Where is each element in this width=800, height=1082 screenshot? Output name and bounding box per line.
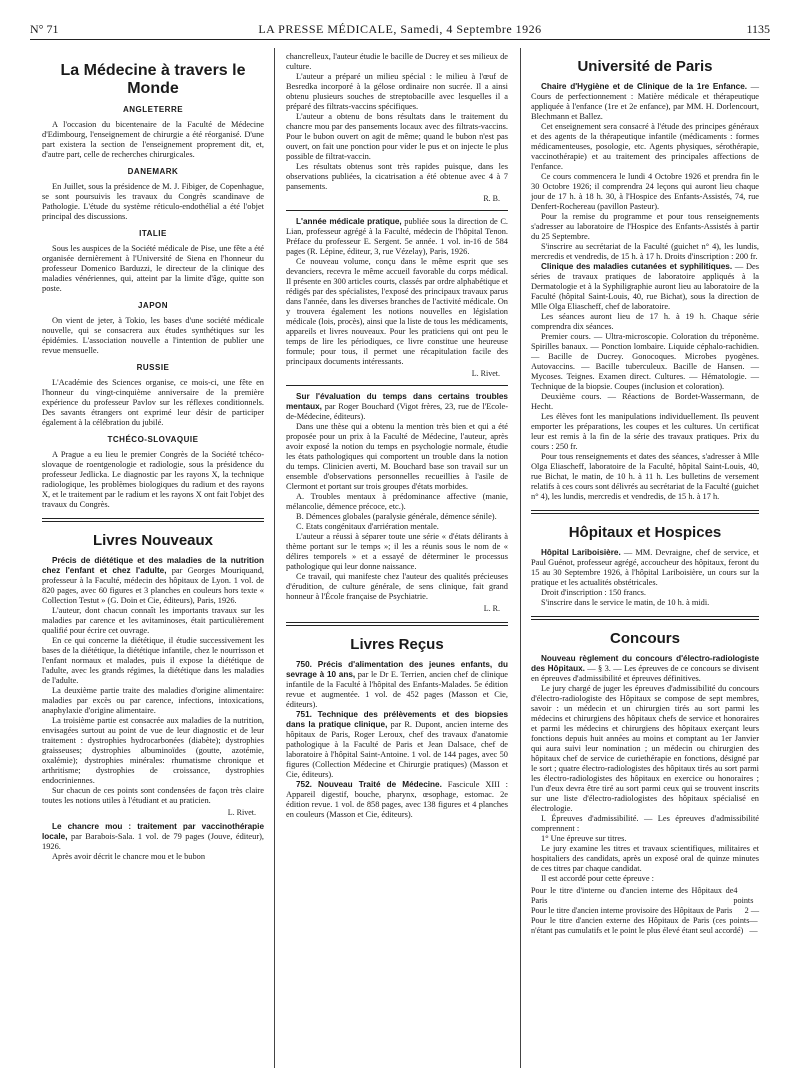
book-reference: par Roger Bouchard (Vigot frères, 23, rue de l'Ecole-de-Médecine, éditeurs). [286, 402, 509, 421]
book-entry [286, 392, 508, 422]
book-reference: publiée sous la direction de C. Lian, professeur agrégé à la Faculté, médecin de l'hôpital Tenon. Préface du professeur E. Sergent. 5e année. 1 vol. in-16 de 584 pages (R. Lépine, éditeur, 3, rue Vézelay), Paris, 1926. [286, 217, 509, 256]
paragraph: B. Démences globales (paralysie générale, démence sénile). [296, 512, 497, 521]
page-header [30, 22, 770, 36]
book-title: Précis de diététique et des maladies de la nutrition chez l'enfant et chez l'adulte, [42, 556, 264, 575]
paragraph: chancrelleux, l'auteur étudie le bacille de Ducrey et ses milieux de culture. [286, 52, 508, 71]
paragraph: Ce nouveau volume, conçu dans le même esprit que ses devanciers, recevra le même accueil favorable du corps médical. Il présente en 300 articles courts, classés par ordre alphabétique et rédigés par des spécialistes, l'exposé des principaux travaux parus dans l'année, dans les diverses branches de l'activité médicale. On y trouvera également les notions nouvelles en législation médicale (lois, procès), ainsi que la liste de tous les médicaments, appareils et livres nouveaux. Pour les praticiens qui ont peu le temps de lire les périodiques, ce livre constitue une heureuse formule; pour tous, il permet une récapitulation facile des principaux documents intéressants. [286, 257, 508, 366]
book-reference: Fascicule XIII : Appareil digestif, bouche, pharynx, œsophage, estomac. 2e édition revue. 1 vol. de 858 pages, avec 138 figures et 4 planches en couleurs (Masson et Cie, éditeurs). [286, 780, 508, 819]
journal-title: LA PRESSE MÉDICALE, Samedi, 4 Septembre 1926 [258, 22, 542, 36]
paragraph: C. Etats congénitaux d'arriération mentale. [296, 522, 439, 531]
paragraph: Le jury examine les titres et travaux scientifiques, militaires et hospitaliers des candidats, après un exposé oral de quinze minutes de ces titres par chaque candidat. [531, 844, 759, 873]
concours-title: Nouveau règlement du concours d'électro-radiologiste des Hôpitaux. [531, 654, 759, 673]
paragraph: Il est accordé pour cette épreuve : [541, 874, 655, 883]
points-row [531, 906, 759, 916]
paragraph: A l'occasion du bicentenaire de la Faculté de Médecine d'Edimbourg, l'enseignement de chirurgie a été réorganisé. D'une part existera la section de l'enseignement proprement dit, et, d'autre part, celle de recherches chirurgicales. [42, 120, 264, 159]
hospital-text: MM. Devraigne, chef de service, et Paul Guénot, professeur agrégé, accoucheur des hôpitaux, feront du 15 au 30 Septembre 1926, à l'hôpital Lariboisière, un cours sur la pratique et les actualités obstétricales. [531, 548, 759, 587]
paragraph: On vient de jeter, à Tokio, les bases d'une société médicale nouvelle, qui se consacrera aux études synthétiques sur les épidémies. L'association nouvelle a l'intention de publier une revue mensuelle. [42, 316, 264, 355]
course-entry: Clinique des maladies cutanées et syphilitiques. — Des séries de travaux pratiques de laboratoire appliqués à la Dermatologie et à la Syphiligraphie auront lieu au laboratoire de la Faculté (hôpital Saint-Louis, 40, rue Bichat), sous la direction de Mlle Olga Eliascheff, chef de laboratoire. [531, 262, 759, 311]
section-title: Livres Nouveaux [92, 532, 214, 549]
section-title: La Médecine à travers le Monde [60, 62, 246, 97]
paragraph: En ce qui concerne la diététique, il étudie successivement les bases de la diététique, la diététique infantile, chez le nourrisson et l'enfant normaux et malades, puis il expose la diététique de l'adulte, avec les grands régimes, la diététique dans les maladies de l'adulte. [42, 636, 264, 685]
course-title: Chaire d'Hygiène et de Clinique de la 1re Enfance. [541, 82, 748, 91]
course-title: Clinique des maladies cutanées et syphilitiques. [541, 262, 733, 271]
divider [286, 385, 508, 386]
hospital-title: Hôpital Lariboisière. [541, 548, 621, 557]
section-title: Université de Paris [577, 58, 713, 75]
divider [286, 210, 508, 211]
book-entry [42, 822, 264, 852]
book-title: Le chancre mou : traitement par vaccinothérapie locale, [42, 822, 264, 841]
issue-number: N° 71 [30, 22, 59, 36]
paragraph: L'Académie des Sciences organise, ce mois-ci, une fête en l'honneur du vingt-cinquième anniversaire de la première expérience du professeur Pavlov sur les réflexes conditionnels. Des savants étrangers ont exprimé leur désir de participer également à la célébration du jubilé. [42, 378, 264, 427]
book-reference: par le Dr E. Terrien, ancien chef de clinique infantile de la Faculté à l'hôpital des Enfants-Malades. 5e édition revue et augmentée. 1 vol. de 452 pages (Masson et Cie, éditeurs). [286, 670, 508, 709]
country-heading: RUSSIE [136, 363, 170, 372]
country-heading: DANEMARK [127, 167, 179, 176]
signature: L. R. [483, 604, 500, 613]
paragraph: Les séances auront lieu de 17 h. à 19 h. Chaque série comprendra dix séances. [531, 312, 759, 331]
points-label: Pour le titre d'interne ou d'ancien interne des Hôpitaux de Paris [531, 886, 734, 905]
signature: L. Rivet. [471, 369, 500, 378]
paragraph: Pour tous renseignements et dates des séances, s'adresser à Mlle Olga Eliascheff, laboratoire de la Faculté, hôpital Saint-Louis, 40, rue Bichat, le matin, de 10 h. à 11 h. Les bulletins de versement relatifs à ces cours sont délivrés au secrétariat de la Faculté (guichet n° 4), les lundis, mercredis et vendredis, de 15 h. à 17 h. [531, 452, 759, 501]
paragraph: Les élèves font les manipulations individuellement. Ils peuvent emporter les préparations, les coupes et les cultures. Un certificat leur est remis à la fin de la série des travaux pratiques. Prix du cours : 250 fr. [531, 412, 759, 451]
page-number: 1135 [746, 22, 770, 36]
course-text: Des séries de travaux pratiques de laboratoire appliqués à la Dermatologie et à la Syphiligraphie auront lieu au laboratoire de la Faculté (hôpital Saint-Louis, 40, rue Bichat), sous la direction de Mlle Olga Eliascheff, chef de laboratoire. [531, 262, 759, 311]
points-label: Pour le titre d'ancien externe des Hôpitaux de Paris (ces points n'étant pas cumulatifs et le point le plus élevé étant seul accordé) [531, 916, 750, 935]
points-value: 2 — [744, 906, 759, 915]
book-title: 752. Nouveau Traité de Médecine. [296, 780, 442, 789]
section-title: Concours [609, 630, 680, 647]
points-label: Pour le titre d'ancien interne provisoire des Hôpitaux de Paris [531, 906, 733, 915]
country-heading: JAPON [137, 301, 169, 310]
paragraph: La deuxième partie traite des maladies d'origine alimentaire: maladies par excès ou par carence, infections, intoxications, anaphylaxie d'origine alimentaire. [42, 686, 264, 715]
paragraph: Droit d'inscription : 150 francs. [541, 588, 647, 597]
paragraph: La troisième partie est consacrée aux maladies de la nutrition, envisagées surtout au point de vue de leur diagnostic et de leur traitement : dystrophies hydrocarbonées (diabète); dystrophies graisseuses; dystrophies albuminoïdes (goutte, azotémie, oxalémie); dystrophies minérales: rhumatisme chronique et arthritisme; dystrophies de croissance, dystrophies endocriniennes. [42, 716, 264, 785]
paragraph: L'auteur a préparé un milieu spécial : le milieu à l'œuf de Besredka incorporé à la gélose ordinaire non sucrée. Il a ainsi obtenu plusieurs souches de streptobacille avec lesquelles il a préparé des filtrats-vaccins spécifiques. [286, 72, 508, 111]
points-value: 4 points [733, 886, 754, 905]
paragraph: L'auteur a réussi à séparer toute une série « d'états délirants à thème portant sur le temps »; il les a réunis sous le nom de « délires temporels » et a essayé de déterminer le processus pathologique qui leur donne naissance. [286, 532, 508, 571]
paragraph: S'inscrire dans le service le matin, de 10 h. à midi. [541, 598, 710, 607]
column-2 [286, 52, 508, 820]
book-reference: par Barabois-Sala. 1 vol. de 79 pages (Jouve, éditeur), 1926. [42, 832, 265, 851]
course-text: Cours de perfectionnement : Matière médicale et thérapeutique appliquée à l'enfance (1re et 2e enfance), par MM. H. Dorlencourt, Blechmann et Ballez. [531, 92, 759, 121]
country-heading: ITALIE [139, 229, 167, 238]
points-row [531, 916, 759, 936]
paragraph: S'inscrire au secrétariat de la Faculté (guichet n° 4), les lundis, mercredis et vendredis, de 15 h. à 17 h. Droits d'inscription : 200 fr. [531, 242, 759, 261]
paragraph: Après avoir décrit le chancre mou et le bubon [52, 852, 206, 861]
column-divider [274, 48, 275, 1068]
country-heading: TCHÉCO-SLOVAQUIE [107, 435, 199, 444]
book-title: L'année médicale pratique, [296, 217, 402, 226]
book-entry [286, 780, 508, 820]
section-title: Hôpitaux et Hospices [568, 524, 722, 541]
column-divider [520, 48, 521, 1068]
section-rule [286, 622, 508, 626]
paragraph: Deuxième cours. — Réactions de Bordet-Wassermann, de Hecht. [531, 392, 759, 411]
book-entry [286, 660, 508, 710]
points-value: — — [749, 916, 758, 935]
country-heading: ANGLETERRE [122, 105, 184, 114]
paragraph: L'auteur, dont chacun connaît les importants travaux sur les maladies par carence et les avitaminoses, était particulièrement qualifié pour écrire cet ouvrage. [42, 606, 264, 635]
signature: R. B. [483, 194, 500, 203]
paragraph: Dans une thèse qui a obtenu la mention très bien et qui a été proposée pour un prix à la Faculté de Médecine, l'auteur, après avoir exposé la notion du temps en psychologie normale, étudie les états pathologiques qui comportent un trouble dans la notion du temps. Clinicien averti, M. Bouchard base son travail sur un ensemble d'observations personnelles recueillies à l'asile de Clermont et portant sur trois groupes d'états morbides. [286, 422, 508, 491]
book-entry [286, 217, 508, 257]
hospital-entry: Hôpital Lariboisière. — MM. Devraigne, chef de service, et Paul Guénot, professeur agrégé, accoucheur des hôpitaux, feront du 15 au 30 Septembre 1926, à l'hôpital Lariboisière, un cours sur la pratique et les actualités obstétricales. [531, 548, 759, 587]
paragraph: Sur chacun de ces points sont condensées de façon très claire toutes les notions utiles à l'étudiant et au praticien. [42, 786, 264, 805]
points-table [531, 886, 759, 936]
section-title: Livres Reçus [350, 636, 444, 653]
book-entry [286, 710, 508, 780]
paragraph: I. Épreuves d'admissibilité. — Les épreuves d'admissibilité comprennent : [531, 814, 759, 833]
book-reference: par Georges Mouriquand, professeur à la Faculté, médecin des hôpitaux de Lyon. 1 vol. de 820 pages, avec 60 figures et 3 planches en couleurs hors texte « Collection Testut » (G. Doin et Cie, éditeurs), Paris, 1926. [42, 566, 265, 605]
paragraph: Pour la remise du programme et pour tous renseignements s'adresser au laboratoire de l'Hospice des Enfants-Assistés à partir du 25 Septembre. [531, 212, 759, 241]
concours-text: § 3. — Les épreuves de ce concours se divisent en épreuves d'admissibilité et épreuves définitives. [531, 664, 760, 683]
header-rule [30, 39, 770, 40]
signature: L. Rivet. [227, 808, 256, 817]
book-reference: par R. Dupont, ancien interne des hôpitaux de Paris, Roger Leroux, chef des travaux d'anatomie pathologique à la Faculté de Paris et Jean Dalsace, chef de laboratoire à l'hôpital Saint-Antoine. 1 vol. de 144 pages, avec 50 figures (Collection Médecine et Chirurgie pratiques) (Masson et Cie, éditeurs). [286, 720, 508, 779]
column-3 [531, 52, 759, 936]
paragraph: Ce travail, qui manifeste chez l'auteur des qualités précieuses d'érudition, de culture générale, de sens clinique, fait grand honneur à l'École française de Psychiatrie. [286, 572, 508, 601]
section-rule [42, 518, 264, 522]
paragraph: Sous les auspices de la Société médicale de Pise, une fête a été organisée dernièrement à l'Université de Siena en l'honneur du professeur Domenico Barduzzi, le directeur de la clinique des maladies vénériennes, qui, atteint par la limite d'âge, quitte son poste. [42, 244, 264, 293]
book-title: Sur l'évaluation du temps dans certains troubles mentaux, [286, 392, 508, 411]
paragraph: Premier cours. — Ultra-microscopie. Coloration du tréponème. Spirilles banaux. — Ponction lombaire. Liquide céphalo-rachidien. — Bacille de Ducrey. Gonocoques. Microbes pyogènes. Autovaccins. — Bacille tuberculeux. Bacille de Hansen. — Mycoses. Teignes. Examen direct. Cultures. — Hématologie. — Technique de la biopsie. Coupes (inclusion et coloration). [531, 332, 759, 391]
section-rule [531, 510, 759, 514]
paragraph: Cet enseignement sera consacré à l'étude des principes généraux et des agents de la thérapeutique infantile (médicaments : formes médicamenteuses, posologie, etc. Agents physiques, sérothérapie, vaccinothérapie) et au traitement des principales affections de l'enfance. [531, 122, 759, 171]
paragraph: L'auteur a obtenu de bons résultats dans le traitement du chancre mou par des pansements locaux avec des filtrats-vaccins. Pour le bubon ouvert on agit de même; quand le bubon n'est pas ouvert, on fait une ponction pour vider le pus et on injecte le plus possible de filtrat-vaccin. [286, 112, 508, 161]
section-rule [531, 616, 759, 620]
course-entry: Chaire d'Hygiène et de Clinique de la 1re Enfance. — Cours de perfectionnement : Matière médicale et thérapeutique appliquée à l'enfance (1re et 2e enfance), par MM. H. Dorlencourt, Blechmann et Ballez. [531, 82, 759, 121]
concours-entry: Nouveau règlement du concours d'électro-radiologiste des Hôpitaux. — § 3. — Les épreuves de ce concours se divisent en épreuves d'admissibilité et épreuves définitives. [531, 654, 760, 683]
paragraph: A. Troubles mentaux à prédominance affective (manie, mélancolie, démence précoce, etc.). [286, 492, 508, 511]
points-row [531, 886, 759, 906]
book-title: 750. Précis d'alimentation des jeunes enfants, du sevrage à 10 ans, [286, 660, 508, 679]
paragraph: A Prague a eu lieu le premier Congrès de la Société tchéco-slovaque de roentgenologie et radiologie, sous la présidence du professeur Jedlicka. Le diagnostic par les rayons X, la technique radiologique, les problèmes biologiques du radium et des rayons X, et le traitement par le radium et les rayons X ont fait l'objet des travaux du Congrès. [42, 450, 264, 509]
paragraph: 1° Une épreuve sur titres. [541, 834, 627, 843]
paragraph: Le jury chargé de juger les épreuves d'admissibilité du concours d'électro-radiologiste des Hôpitaux se compose de sept membres, savoir : un médecin et un chirurgien tirés au sort parmi les médecins et chirurgiens des hôpitaux chefs de service et honoraires et parmi les médecins et chirurgiens des hôpitaux exerçant leurs fonctions depuis huit années au moins et comptant au 1er Janvier qui aura suivi leur nomination ; un médecin ou chirurgien des hôpitaux chef de service de curiethérapie en fonctions, désigné par le sort ; quatre électro-radiologistes des hôpitaux tirés au sort parmi les électro-radiologistes des hôpitaux en exercice ou honoraires ; l'un d'eux devra être tiré au sort parmi ceux qui se trouvent inscrits sur une liste d'électro-radiologistes des hôpitaux spécialisé en électrologie. [531, 684, 759, 813]
book-entry [42, 556, 264, 606]
column-1 [42, 52, 264, 862]
paragraph: Ce cours commencera le lundi 4 Octobre 1926 et prendra fin le 30 Octobre 1926; il comprendra 24 leçons qui auront lieu chaque jour de 17 h. à 18 h. 30, à l'Hospice des Enfants-Assistés, 74, rue Denfert-Rochereau (pavillon Pasteur). [531, 172, 759, 211]
paragraph: Les résultats obtenus sont très rapides puisque, dans les observations publiées, la cicatrisation a été obtenue avec 4 à 7 pansements. [286, 162, 508, 191]
book-title: 751. Technique des prélèvements et des biopsies dans la pratique clinique, [286, 710, 508, 729]
paragraph: En Juillet, sous la présidence de M. J. Fibiger, de Copenhague, se sont poursuivis les travaux du Congrès scandinave de Pathologie. L'étude du système réticulo-endothélial a été l'objet principal des discussions. [42, 182, 264, 221]
